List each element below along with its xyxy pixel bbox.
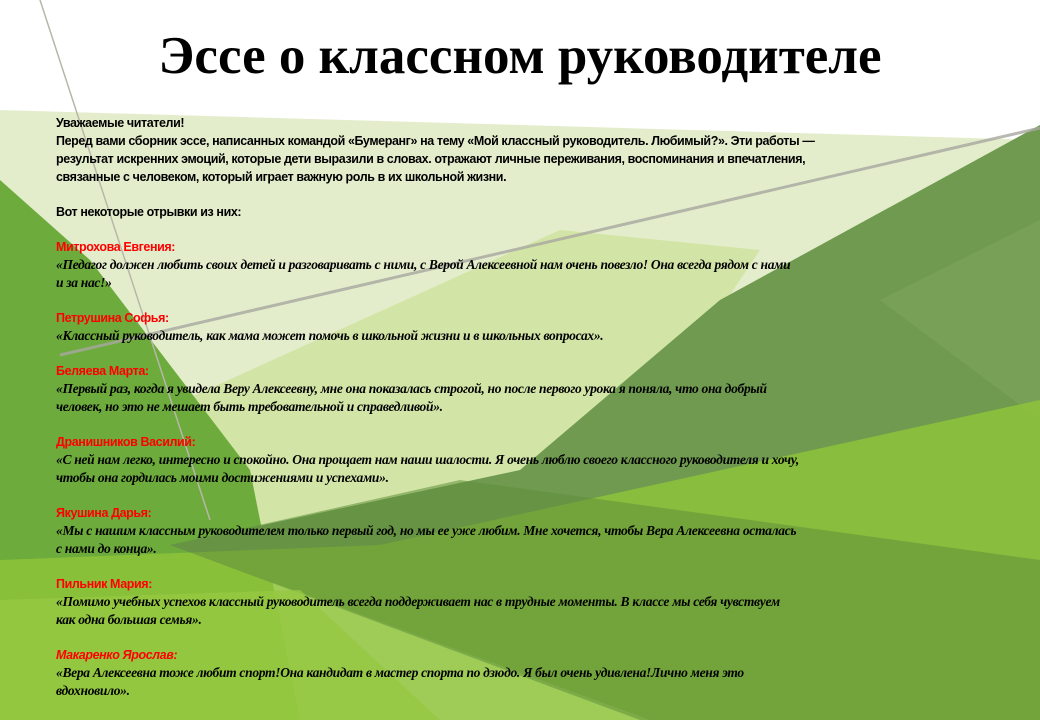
quote-line: вдохновило». — [56, 683, 130, 698]
lead-text: Вот некоторые отрывки из них: — [56, 205, 242, 219]
excerpt — [56, 504, 1016, 558]
excerpt — [56, 238, 1016, 292]
author-name: Якушина Дарья: — [56, 506, 152, 520]
intro-line: Перед вами сборник эссе, написанных командой «Бумеранг» на тему «Мой классный руководитель. Любимый?». Эти работы — — [56, 134, 815, 148]
excerpt — [56, 646, 1016, 700]
excerpt — [56, 309, 1016, 345]
page-title: Эссе о классном руководителе — [158, 27, 882, 85]
author-name: Дранишников Василий: — [56, 435, 196, 449]
intro-line: результат искренних эмоций, которые дети выразили в словах. отражают личные переживания, воспоминания и впечатления, — [56, 152, 806, 166]
quote-line: «С ней нам легко, интересно и спокойно. Она прощает нам наши шалости. Я очень люблю своего классного руководителя и хочу, — [56, 452, 799, 467]
quote-line: чтобы она гордилась моими достижениями и успехами». — [56, 470, 389, 485]
author-name: Пильник Мария: — [56, 577, 152, 591]
quote-line: и за нас!» — [56, 275, 112, 290]
quote-line: «Вера Алексеевна тоже любит спорт!Она кандидат в мастер спорта по дзюдо. Я был очень удивлена!Лично меня это — [56, 665, 744, 680]
quote-line: «Первый раз, когда я увидела Веру Алексеевну, мне она показалась строгой, но после первого урока я поняла, что она добрый — [56, 381, 767, 396]
essay-content — [56, 114, 1016, 700]
quote-line: как одна большая семья». — [56, 612, 202, 627]
author-name: Петрушина Софья: — [56, 311, 169, 325]
author-name: Беляева Марта: — [56, 364, 149, 378]
quote-line: человек, но это не мешает быть требовательной и справедливой». — [56, 399, 443, 414]
intro-line: связанные с человеком, который играет важную роль в их школьной жизни. — [56, 170, 507, 184]
quote-line: «Помимо учебных успехов классный руководитель всегда поддерживает нас в трудные моменты. В классе мы себя чувствуем — [56, 594, 780, 609]
excerpt — [56, 433, 1016, 487]
quote-line: «Классный руководитель, как мама может помочь в школьной жизни и в школьных вопросах». — [56, 328, 604, 343]
quote-line: «Педагог должен любить своих детей и разговаривать с ними, с Верой Алексеевной нам очень повезло! Она всегда рядом с нами — [56, 257, 791, 272]
excerpt — [56, 362, 1016, 416]
author-name: Митрохова Евгения: — [56, 240, 176, 254]
quote-line: «Мы с нашим классным руководителем только первый год, но мы ее уже любим. Мне хочется, чтобы Вера Алексеевна осталась — [56, 523, 797, 538]
excerpt — [56, 575, 1016, 629]
greeting: Уважаемые читатели! — [56, 116, 185, 130]
author-name: Макаренко Ярослав: — [56, 648, 178, 662]
quote-line: с нами до конца». — [56, 541, 157, 556]
